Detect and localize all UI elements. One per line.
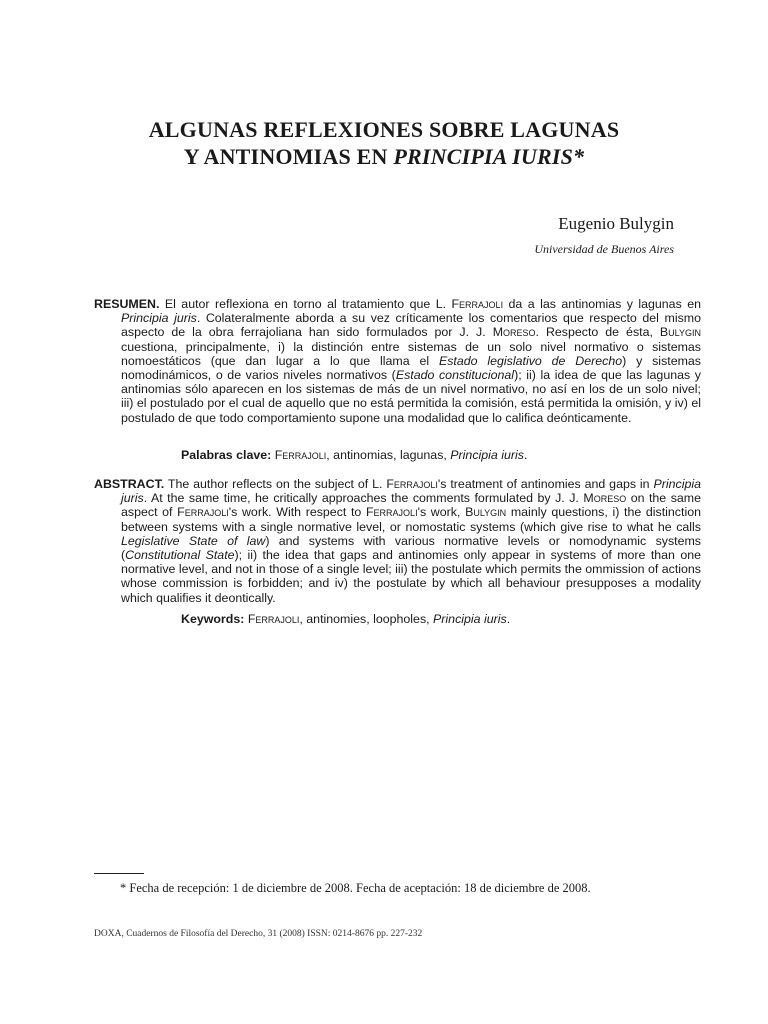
page-footer: DOXA, Cuadernos de Filosofía del Derecho, 31 (2008) ISSN: 0214-8676 pp. 227-232 [94, 929, 423, 939]
author-ref: Moreso [492, 325, 536, 340]
abstract-text: ) and systems with various normative levels or nomodynamic systems ( [121, 533, 702, 563]
abstract-text: 's work, [417, 505, 466, 520]
resumen-text: ) y sistemas nomodinámicos, o de varios niveles normativos ( [121, 353, 701, 383]
work-title: Principia iuris [433, 612, 507, 626]
resumen-text: . Colateralmente aborda a su vez críticamente los comentarios que respecto del mismo aspecto de la obra ferrajoliana han sido formulados por J. J. [121, 311, 701, 340]
author-ref: Ferrajoli [247, 612, 300, 626]
abstract-label: ABSTRACT. [94, 477, 165, 491]
keyword-text: . [523, 448, 528, 462]
footnote: * Fecha de recepción: 1 de diciembre de 2008. Fecha de aceptación: 18 de diciembre de 2008. [120, 881, 591, 895]
resumen-paragraph [94, 297, 701, 425]
title-line-2-italic: PRINCIPIA IURIS* [393, 144, 585, 169]
author-ref: Ferrajoli [365, 505, 418, 520]
article-title [0, 116, 768, 170]
title-line-2 [0, 143, 768, 170]
keyword-text: , antinomies, loopholes, [299, 612, 434, 626]
resumen-text: . Respecto de ésta, [535, 325, 660, 340]
abstract-text: on the same aspect of [121, 491, 701, 520]
work-title: Principia juris [121, 477, 701, 506]
italic-term: Legislative State of law [121, 533, 266, 548]
italic-term: Constitutional State [125, 548, 235, 563]
resumen-text: El autor reflexiona en torno al tratamiento que L. [159, 297, 452, 311]
resumen-text: cuestiona, principalmente, i) la distinción entre sistemas de un solo nivel normativo o sistemas nomoestáticos (que dan lugar a lo que llama el [121, 339, 701, 368]
author-ref: Ferrajoli [386, 477, 438, 491]
abstract-text: mainly questions, i) the distinction between systems with a single normative level, or nomostatic systems (which give rise to what he calls [121, 505, 701, 534]
abstract-text: 's treatment of antinomies and gaps in [437, 477, 654, 491]
author-name: Eugenio Bulygin [558, 214, 674, 233]
author-ref: Ferrajoli [274, 448, 327, 462]
resumen-text: ); ii) la idea de que las lagunas y antinomias sólo aparecen en los sistemas de más de un nivel normativo, no así en los de un solo nivel; iii) el postulado por el cual de aquello que no está permitida la comisión, está permitida la omisión, y iv) el postulado de que todo comportamiento supone una modalidad que lo califica deónticamente. [121, 368, 701, 425]
resumen-text: da a las antinomias y lagunas en [503, 297, 701, 311]
author-ref: Ferrajoli [177, 505, 229, 520]
italic-term: Estado legislativo de Derecho [438, 353, 623, 368]
abstract-text: ); ii) the idea that gaps and antinomies only appear in systems of more than one normative level, and not in those of a single level; iii) the postulate which permits the ommission of actions whose commission is forbidden; and iv) the postulate by which all behaviour presupposes a modality which qualifies it deontically. [121, 548, 701, 605]
abstract-text: . At the same time, he critically approaches the comments formulated by J. J. [143, 491, 584, 506]
palabras-clave-label: Palabras clave: [181, 448, 272, 462]
author-ref: Moreso [583, 491, 627, 506]
keywords [181, 612, 510, 626]
italic-term: Estado constitucional [395, 368, 515, 383]
abstract-paragraph [94, 477, 701, 605]
author-affiliation: Universidad de Buenos Aires [534, 242, 674, 256]
resumen-label: RESUMEN. [94, 297, 160, 311]
abstract-text: The author reflects on the subject of L. [164, 477, 387, 491]
work-title: Principia juris [121, 311, 197, 326]
author-ref: Ferrajoli [451, 297, 504, 311]
abstract-text: 's work. With respect to [228, 505, 366, 520]
author-ref: Bulygin [659, 325, 702, 340]
title-line-2-text: Y ANTINOMIAS EN [183, 144, 394, 169]
title-line-1: ALGUNAS REFLEXIONES SOBRE LAGUNAS [148, 117, 620, 142]
keywords-label: Keywords: [181, 612, 245, 626]
author-ref: Bulygin [465, 505, 507, 520]
footnote-rule [94, 873, 144, 874]
palabras-clave [181, 448, 527, 462]
keyword-text: , antinomias, lagunas, [326, 448, 451, 462]
work-title: Principia iuris [450, 448, 524, 462]
keyword-text: . [506, 612, 511, 626]
